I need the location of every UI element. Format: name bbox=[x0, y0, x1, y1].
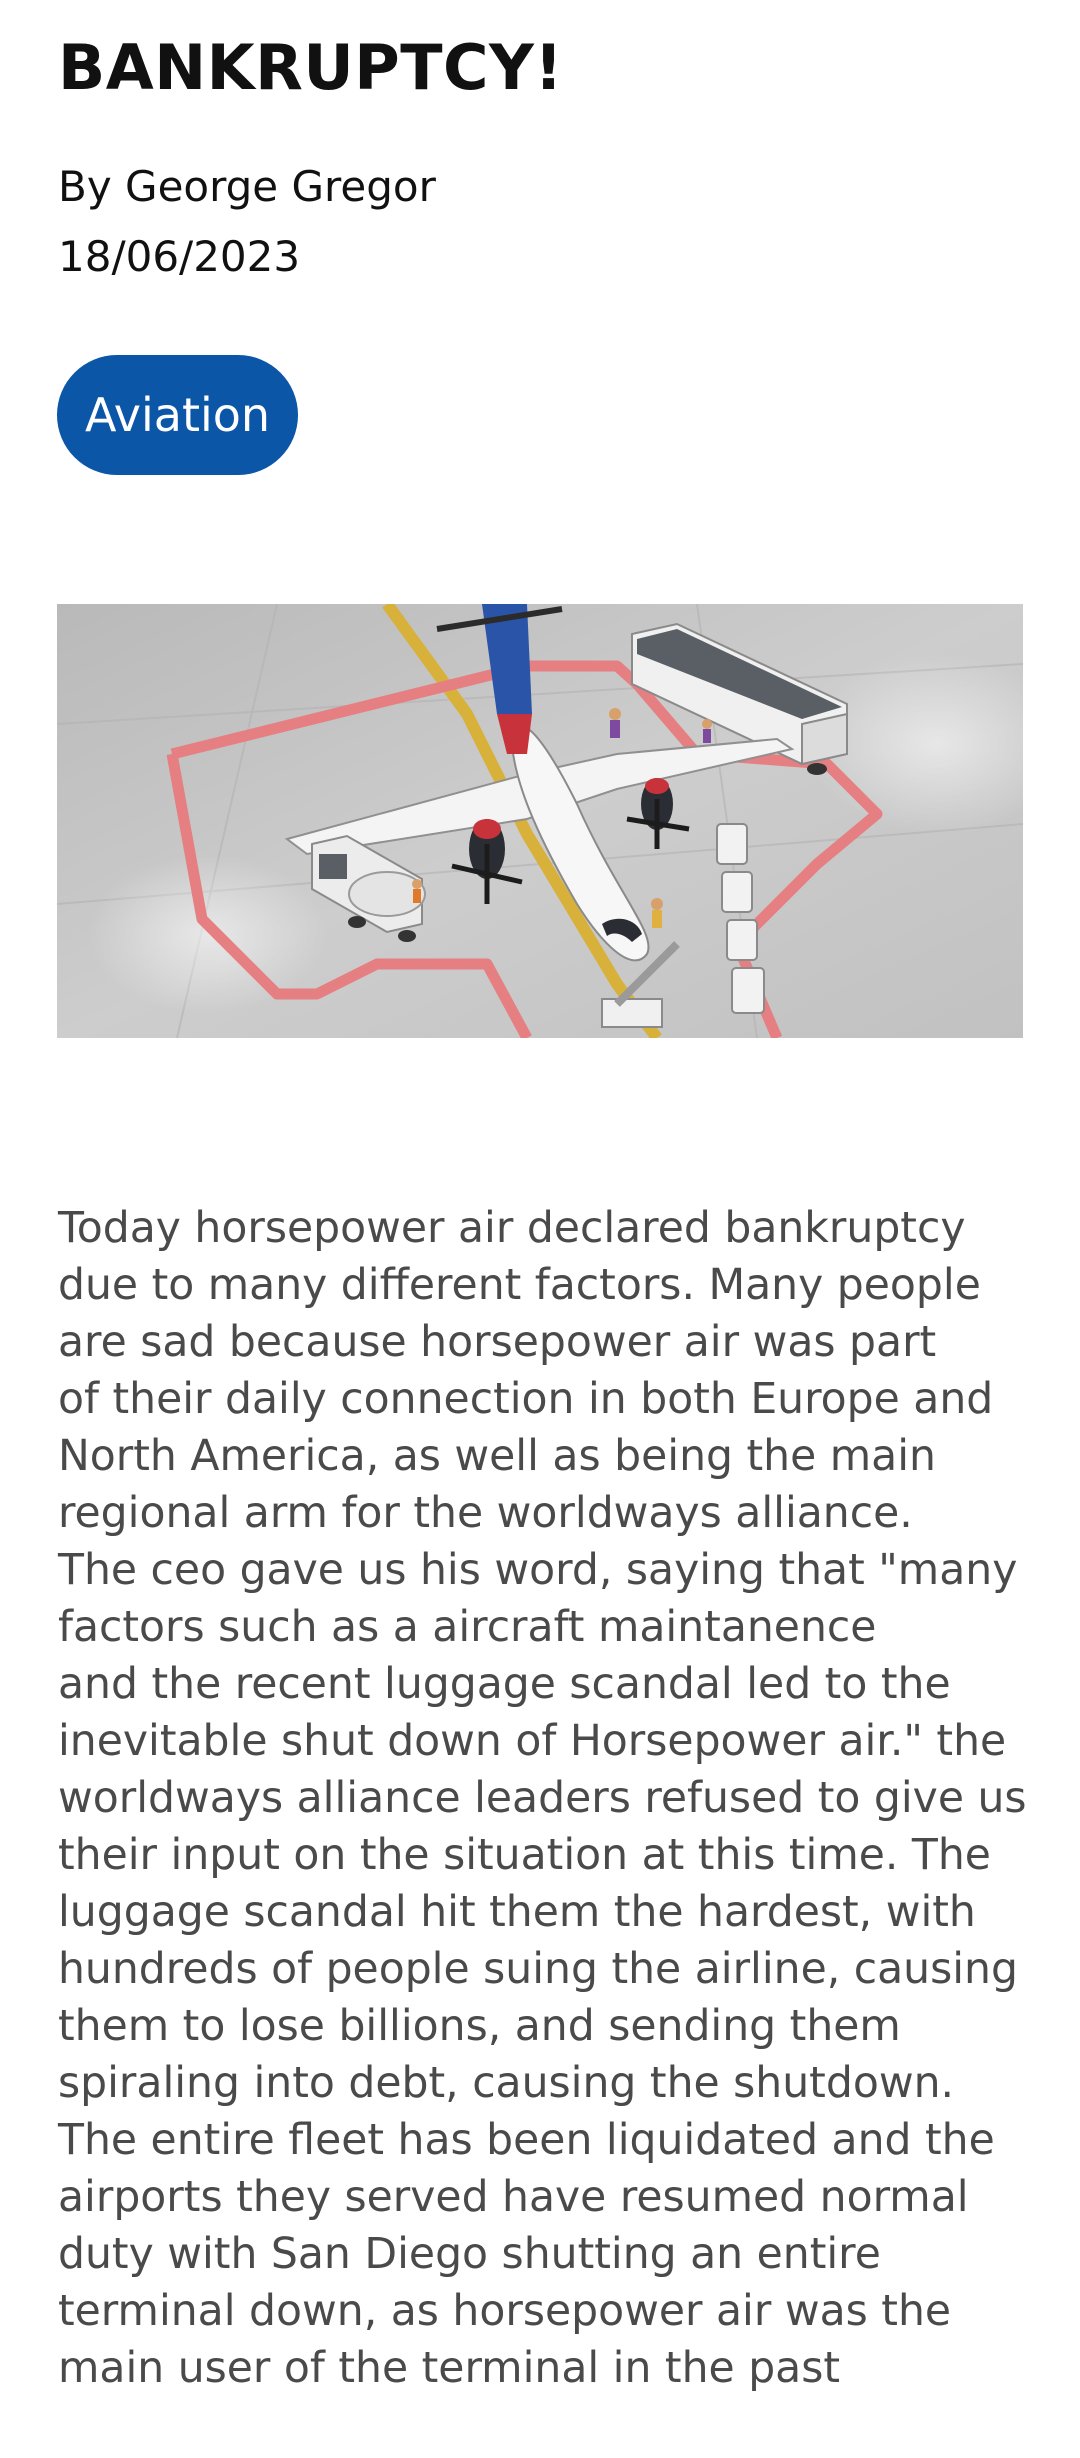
body-line: The ceo gave us his word, saying that "many bbox=[58, 1546, 1018, 1595]
body-line: their input on the situation at this time. The bbox=[58, 1831, 991, 1880]
body-line: due to many different factors. Many people bbox=[58, 1261, 981, 1310]
body-line: airports they served have resumed normal bbox=[58, 2173, 969, 2222]
body-line: luggage scandal hit them the hardest, with bbox=[58, 1888, 976, 1937]
article-author: By George Gregor bbox=[58, 162, 436, 211]
body-line: of their daily connection in both Europe and bbox=[58, 1375, 994, 1424]
hero-image bbox=[57, 604, 1023, 1038]
body-line: North America, as well as being the main bbox=[58, 1432, 936, 1481]
body-line: factors such as a aircraft maintanence bbox=[58, 1603, 877, 1652]
body-line: main user of the terminal in the past bbox=[58, 2344, 841, 2393]
category-tag[interactable]: Aviation bbox=[57, 355, 298, 475]
article-date: 18/06/2023 bbox=[58, 232, 301, 281]
body-line: hundreds of people suing the airline, causing bbox=[58, 1945, 1018, 1994]
body-line: and the recent luggage scandal led to the bbox=[58, 1660, 951, 1709]
body-line: duty with San Diego shutting an entire bbox=[58, 2230, 881, 2279]
body-line: Today horsepower air declared bankruptcy bbox=[58, 1204, 966, 1253]
body-line: inevitable shut down of Horsepower air." the bbox=[58, 1717, 1007, 1766]
body-line: regional arm for the worldways alliance. bbox=[58, 1489, 913, 1538]
body-line: worldways alliance leaders refused to give us bbox=[58, 1774, 1027, 1823]
article-title: BANKRUPTCY! bbox=[58, 31, 564, 104]
body-line: spiraling into debt, causing the shutdown. bbox=[58, 2059, 955, 2108]
article-byline bbox=[58, 152, 436, 292]
airport-apron-illustration bbox=[57, 604, 1023, 1038]
body-line: them to lose billions, and sending them bbox=[58, 2002, 901, 2051]
body-line: are sad because horsepower air was part bbox=[58, 1318, 937, 1367]
article-body bbox=[58, 1200, 1038, 2397]
body-line: terminal down, as horsepower air was the bbox=[58, 2287, 952, 2336]
body-line: The entire fleet has been liquidated and the bbox=[58, 2116, 995, 2165]
